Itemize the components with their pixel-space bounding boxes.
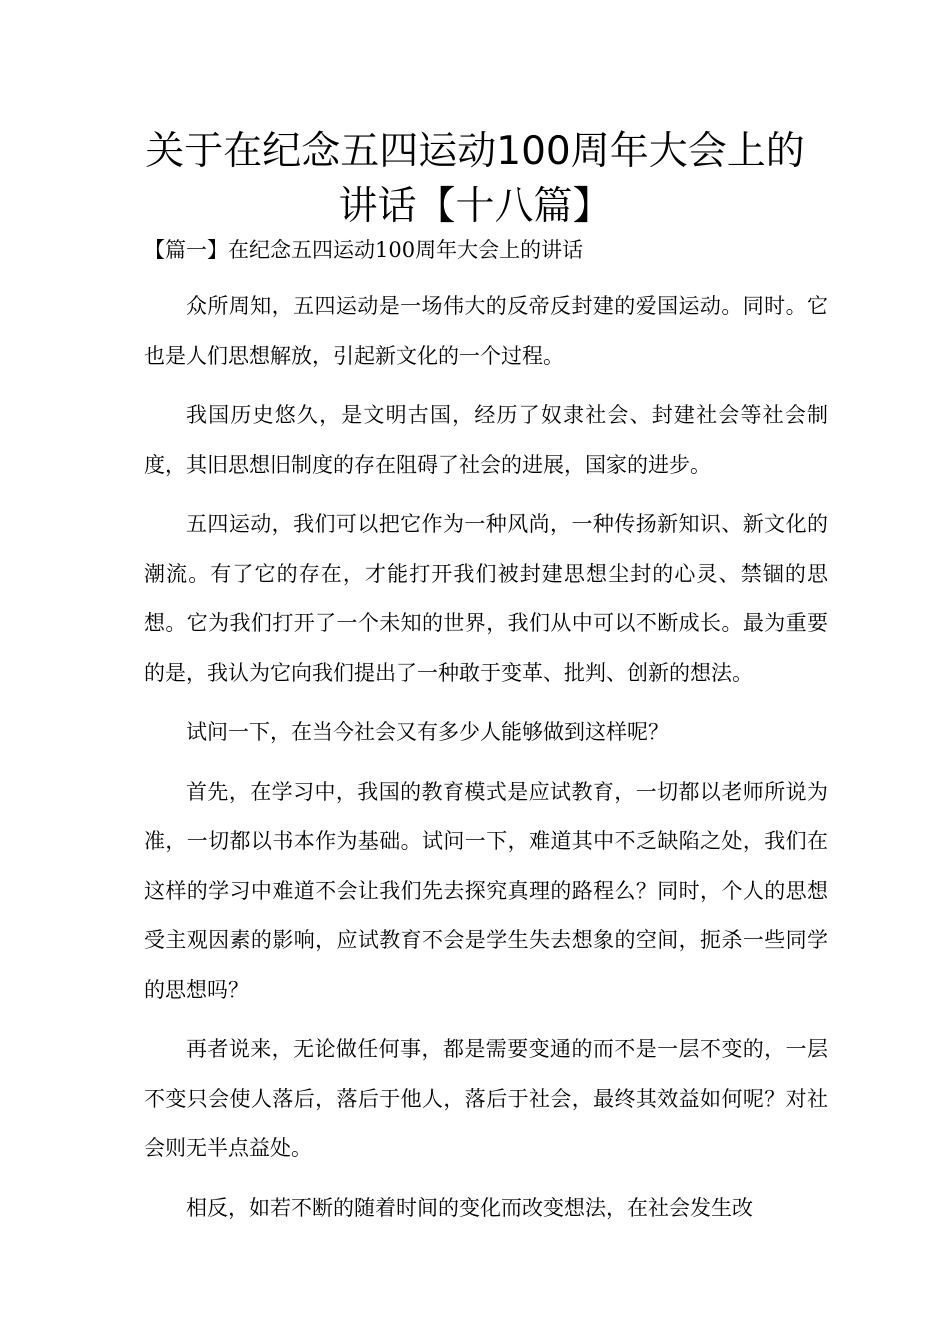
section-title: 【篇一】在纪念五四运动100周年大会上的讲话 <box>144 238 584 262</box>
paragraph-2: 我国历史悠久，是文明古国，经历了奴隶社会、封建社会等社会制度，其旧思想旧制度的存在阻碍了社会的进展，国家的进步。 <box>144 403 828 477</box>
paragraph-5: 首先，在学习中，我国的教育模式是应试教育，一切都以老师所说为准，一切都以书本作为基础。试问一下，难道其中不乏缺陷之处，我们在这样的学习中难道不会让我们先去探究真理的路程么？同时，个人的思想受主观因素的影响，应试教育不会是学生失去想象的空间，扼杀一些同学的思想吗？ <box>144 779 828 1002</box>
paragraph-1: 众所周知，五四运动是一场伟大的反帝反封建的爱国运动。同时。它也是人们思想解放，引起新文化的一个过程。 <box>144 294 828 368</box>
paragraph-6: 再者说来，无论做任何事，都是需要变通的而不是一层不变的，一层不变只会使人落后，落后于他人，落后于社会，最终其效益如何呢？对社会则无半点益处。 <box>144 1037 828 1160</box>
document-title-line-2: 讲话【十八篇】 <box>338 184 612 229</box>
paragraph-3: 五四运动，我们可以把它作为一种风尚，一种传扬新知识、新文化的潮流。有了它的存在，才能打开我们被封建思想尘封的心灵、禁锢的思想。它为我们打开了一个未知的世界，我们从中可以不断成长。最为重要的是，我认为它向我们提出了一种敢于变革、批判、创新的想法。 <box>144 512 828 685</box>
document-title-line-1: 关于在纪念五四运动100周年大会上的 <box>145 129 805 174</box>
document-body <box>144 233 828 1243</box>
paragraph-7: 相反，如若不断的随着时间的变化而改变想法，在社会发生改 <box>186 1195 753 1220</box>
document-title <box>100 124 850 234</box>
paragraph-4: 试问一下，在当今社会又有多少人能够做到这样呢？ <box>186 720 669 744</box>
